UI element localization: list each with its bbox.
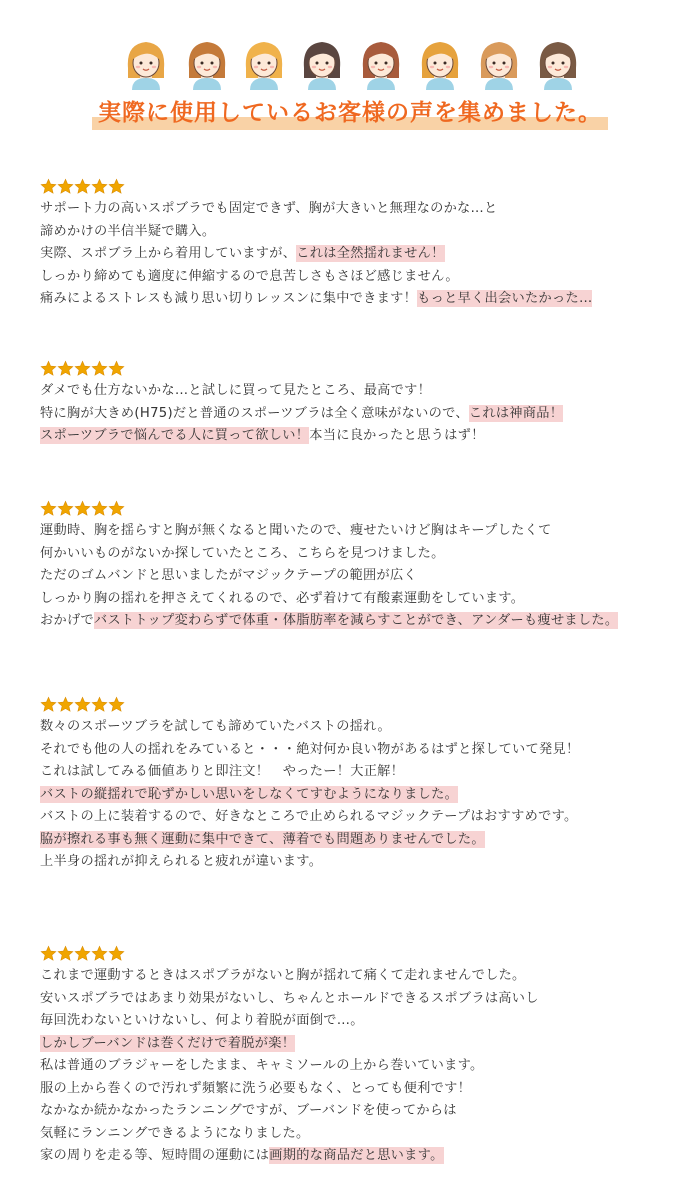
review-text: しっかり締めても適度に伸縮するので息苦しさもさほど感じません。 bbox=[40, 268, 459, 284]
highlighted-text: もっと早く出会いたかった… bbox=[417, 291, 593, 306]
review-line bbox=[40, 716, 680, 739]
highlighted-text: これは全然揺れません！ bbox=[296, 246, 445, 261]
star-icon bbox=[74, 500, 91, 517]
review-line bbox=[40, 761, 680, 784]
star-icon bbox=[74, 945, 91, 962]
star-icon bbox=[40, 500, 57, 517]
review-item bbox=[40, 945, 680, 1168]
star-rating bbox=[40, 500, 680, 518]
review-text: バストの上に装着するので、好きなところで止められるマジックテープはおすすめです。 bbox=[40, 809, 578, 824]
review-text: それでも他の人の揺れをみていると・・・絶対何か良い物があるはずと探していて発見！ bbox=[40, 741, 580, 757]
review-item bbox=[40, 500, 680, 633]
star-icon bbox=[74, 696, 91, 713]
highlighted-text: バストの縦揺れで恥ずかしい思いをしなくてすむようになりました。 bbox=[40, 786, 459, 802]
star-rating bbox=[40, 945, 680, 963]
review-text: ダメでも仕方ないかな…と試しに買って見たところ、最高です！ bbox=[40, 383, 432, 398]
review-line bbox=[40, 1100, 680, 1123]
review-line bbox=[40, 266, 680, 289]
woman-avatar-icon bbox=[353, 34, 409, 90]
highlighted-text: これは神商品！ bbox=[468, 405, 564, 421]
review-line bbox=[40, 198, 680, 221]
header bbox=[0, 0, 700, 150]
star-icon bbox=[40, 696, 57, 713]
woman-avatar-icon bbox=[294, 34, 350, 90]
star-icon bbox=[74, 360, 91, 377]
review-text: 上半身の揺れが抑えられると疲れが違います。 bbox=[40, 854, 323, 869]
review-text: 何かいいものがないか探していたところ、こちらを見つけました。 bbox=[40, 545, 445, 561]
star-icon bbox=[108, 500, 125, 517]
review-item bbox=[40, 696, 680, 874]
star-icon bbox=[108, 178, 125, 195]
review-line bbox=[40, 1033, 680, 1056]
highlighted-text: 脇が擦れる事も無く運動に集中できて、薄着でも問題ありませんでした。 bbox=[40, 831, 485, 847]
review-line bbox=[40, 1010, 680, 1033]
star-icon bbox=[57, 178, 74, 195]
review-text: サポート力の高いスポブラでも固定できず、胸が大きいと無理なのかな…と bbox=[40, 201, 498, 216]
review-text: 運動時、胸を揺らすと胸が無くなると聞いたので、痩せたいけど胸はキープしたくて bbox=[40, 523, 552, 538]
woman-avatar-icon bbox=[179, 34, 235, 90]
star-icon bbox=[108, 945, 125, 962]
review-text: 家の周りを走る等、短時間の運動には bbox=[40, 1148, 270, 1163]
review-line bbox=[40, 784, 680, 807]
review-item bbox=[40, 178, 680, 311]
review-line bbox=[40, 520, 680, 543]
review-text: 諦めかけの半信半疑で購入。 bbox=[40, 223, 216, 239]
review-line bbox=[40, 243, 680, 266]
review-text: これは試してみる価値ありと即注文！ やったー！大正解！ bbox=[40, 764, 405, 779]
review-line bbox=[40, 610, 680, 633]
star-icon bbox=[108, 360, 125, 377]
star-icon bbox=[91, 178, 108, 195]
review-line bbox=[40, 588, 680, 611]
highlighted-text: 画期的な商品だと思います。 bbox=[269, 1148, 444, 1163]
star-icon bbox=[57, 945, 74, 962]
review-text: 本当に良かったと思うはず！ bbox=[309, 428, 485, 443]
highlighted-text: バストトップ変わらずで体重・体脂肪率を減らすことができ、アンダーも痩せました。 bbox=[93, 613, 619, 628]
review-text: 毎回洗わないといけないし、何より着脱が面倒で…。 bbox=[40, 1013, 364, 1028]
review-line bbox=[40, 739, 680, 762]
review-line bbox=[40, 965, 680, 988]
review-text: 服の上から巻くので汚れず頻繁に洗う必要もなく、とっても便利です！ bbox=[40, 1080, 472, 1096]
review-text: 数々のスポーツブラを試しても諦めていたバストの揺れ。 bbox=[40, 719, 391, 734]
review-text: しっかり胸の揺れを押さえてくれるので、必ず着けて有酸素運動をしています。 bbox=[40, 590, 525, 606]
review-line bbox=[40, 829, 680, 852]
review-line bbox=[40, 543, 680, 566]
star-icon bbox=[74, 178, 91, 195]
review-text: これまで運動するときはスポブラがないと胸が揺れて痛くて走れませんでした。 bbox=[40, 968, 526, 983]
star-icon bbox=[91, 500, 108, 517]
review-line bbox=[40, 288, 680, 311]
review-line bbox=[40, 851, 680, 874]
review-text: なかなか続かなかったランニングですが、ブーバンドを使ってからは bbox=[40, 1103, 457, 1118]
star-icon bbox=[57, 500, 74, 517]
highlighted-text: しかしブーバンドは巻くだけで着脱が楽！ bbox=[40, 1035, 296, 1051]
star-icon bbox=[40, 178, 57, 195]
star-icon bbox=[57, 696, 74, 713]
star-icon bbox=[57, 360, 74, 377]
review-line bbox=[40, 806, 680, 829]
review-text: 安いスポブラではあまり効果がないし、ちゃんとホールドできるスポブラは高いし bbox=[40, 990, 539, 1006]
star-rating bbox=[40, 360, 680, 378]
star-icon bbox=[40, 360, 57, 377]
review-text: おかげで bbox=[40, 613, 94, 628]
review-line bbox=[40, 1123, 680, 1146]
review-text: 特に胸が大きめ(H75)だと普通のスポーツブラは全く意味がないので、 bbox=[40, 405, 469, 421]
review-line bbox=[40, 565, 680, 588]
review-text: 私は普通のブラジャーをしたまま、キャミソールの上から巻いています。 bbox=[40, 1058, 484, 1073]
star-rating bbox=[40, 178, 680, 196]
review-line bbox=[40, 1145, 680, 1168]
review-line bbox=[40, 403, 680, 426]
review-line bbox=[40, 1055, 680, 1078]
review-item bbox=[40, 360, 680, 448]
review-text: 気軽にランニングできるようになりました。 bbox=[40, 1125, 310, 1141]
review-line bbox=[40, 221, 680, 244]
woman-avatar-icon bbox=[471, 34, 527, 90]
star-icon bbox=[108, 696, 125, 713]
review-text: 痛みによるストレスも減り思い切りレッスンに集中できます！ bbox=[40, 291, 418, 306]
star-rating bbox=[40, 696, 680, 714]
page-title: 実際に使用しているお客様の声を集めました。 bbox=[92, 98, 608, 130]
star-icon bbox=[91, 360, 108, 377]
review-line bbox=[40, 988, 680, 1011]
review-line bbox=[40, 425, 680, 448]
review-line bbox=[40, 380, 680, 403]
review-text: 実際、スポブラ上から着用していますが、 bbox=[40, 246, 297, 261]
star-icon bbox=[91, 696, 108, 713]
woman-avatar-icon bbox=[118, 34, 174, 90]
review-text: ただのゴムバンドと思いましたがマジックテープの範囲が広く bbox=[40, 568, 417, 583]
woman-avatar-icon bbox=[530, 34, 586, 90]
woman-avatar-icon bbox=[236, 34, 292, 90]
star-icon bbox=[91, 945, 108, 962]
highlighted-text: スポーツブラで悩んでる人に買って欲しい！ bbox=[40, 428, 310, 443]
customer-avatars bbox=[0, 34, 700, 94]
star-icon bbox=[40, 945, 57, 962]
review-line bbox=[40, 1078, 680, 1101]
woman-avatar-icon bbox=[412, 34, 468, 90]
